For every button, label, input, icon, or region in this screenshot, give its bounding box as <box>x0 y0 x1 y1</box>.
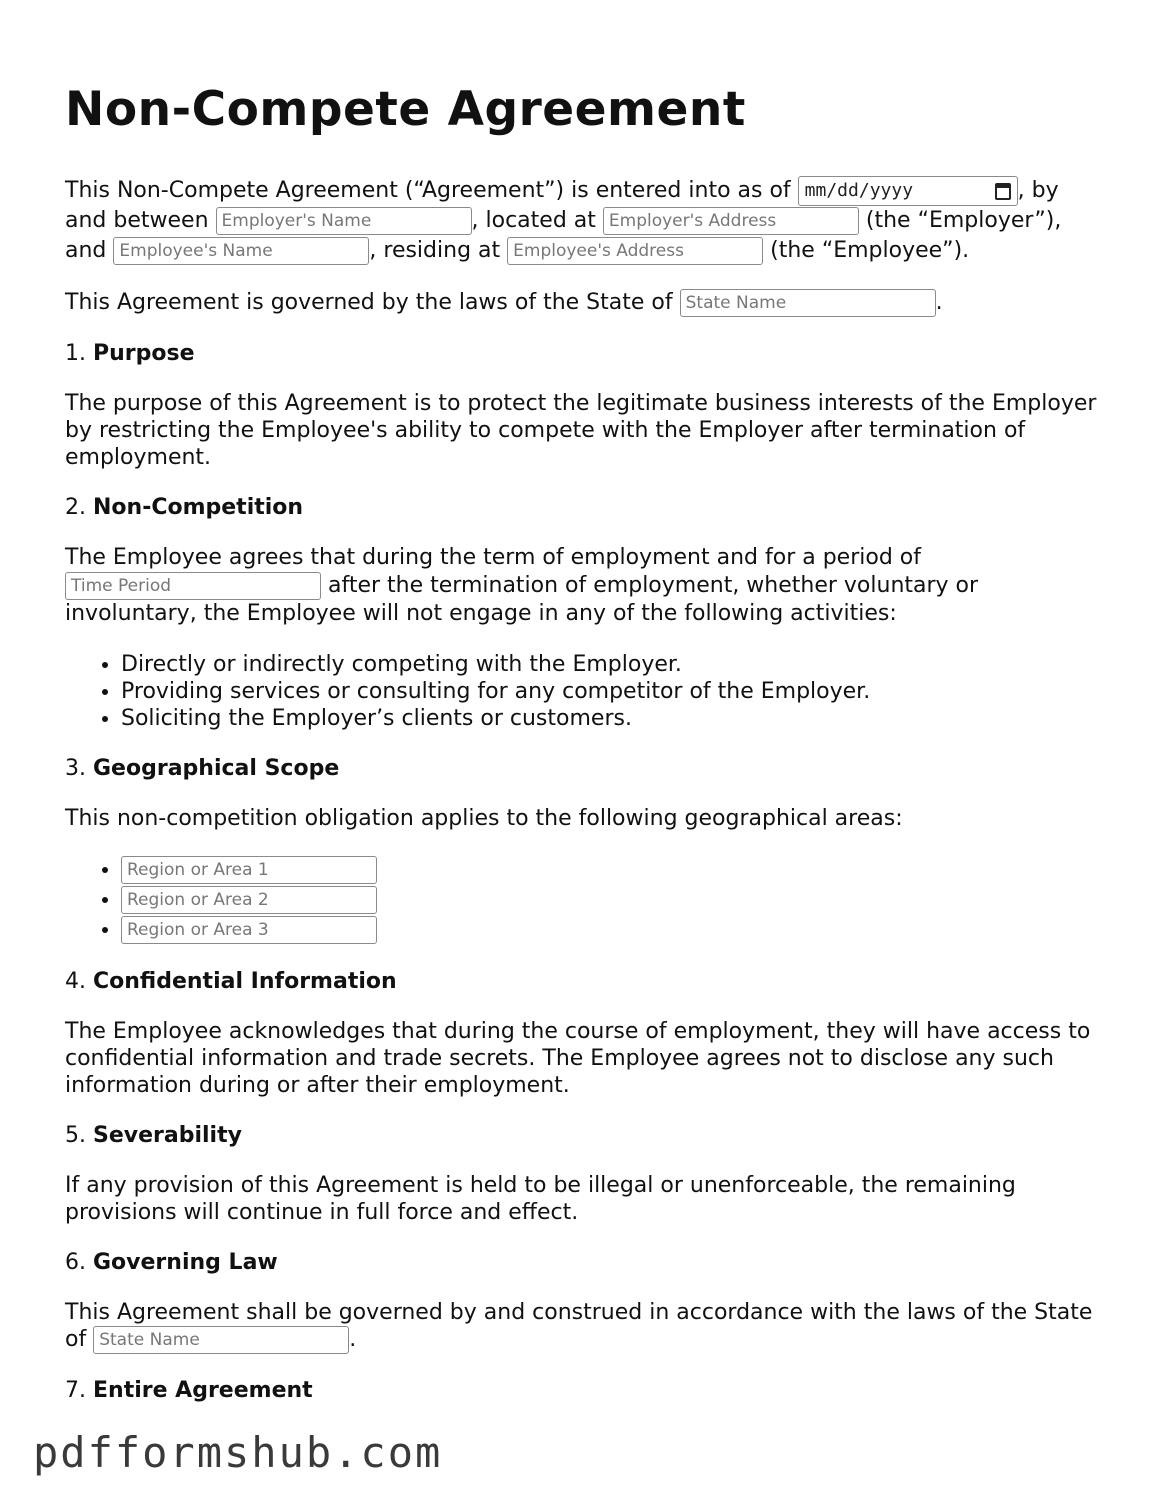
intro-text-3: , located at <box>471 208 596 233</box>
agreement-document <box>65 80 1105 1427</box>
watermark: pdfformshub.com <box>33 1428 443 1477</box>
section-7-heading <box>65 1377 1105 1404</box>
activity-item: • Providing services or consulting for any competitor of the Employer. <box>121 678 1105 705</box>
section-5-number: 5. <box>65 1123 86 1148</box>
governed-text-1: This Agreement is governed by the laws of the State of <box>65 290 673 315</box>
region-2-input[interactable] <box>121 886 377 914</box>
governing-state-input[interactable] <box>680 289 936 317</box>
section-2-text-2: after the termination of employment, whether voluntary or involuntary, the Employee will not engage in any of the following activities: <box>65 573 979 626</box>
section-3-heading <box>65 755 1105 782</box>
page-title: Non-Compete Agreement <box>65 82 746 137</box>
section-2-heading <box>65 494 1105 521</box>
intro-text-2: , by and between <box>65 178 1059 233</box>
agreement-date-input[interactable] <box>798 176 1018 206</box>
section-1-number: 1. <box>65 341 86 366</box>
section-6-title: Governing Law <box>93 1250 278 1275</box>
activities-list <box>65 651 1105 732</box>
governed-paragraph <box>65 289 1105 317</box>
intro-text-5: , residing at <box>369 238 501 263</box>
intro-text-1: This Non-Compete Agreement (“Agreement”) is entered into as of <box>65 178 791 203</box>
intro-text-6: (the “Employee”). <box>770 238 970 263</box>
governing-law-state-input[interactable] <box>93 1326 349 1354</box>
section-6-text-1: This Agreement shall be governed by and construed in accordance with the laws of the State of <box>65 1300 1093 1352</box>
region-item <box>121 915 1105 945</box>
section-6-number: 6. <box>65 1250 86 1275</box>
section-1-body: The purpose of this Agreement is to protect the legitimate business interests of the Employer by restricting the Employee's ability to compete with the Employer after termination of employment. <box>65 391 1097 470</box>
region-1-input[interactable] <box>121 856 377 884</box>
section-2-body <box>65 544 1105 628</box>
calendar-icon[interactable] <box>995 183 1011 200</box>
employer-address-input[interactable] <box>603 207 859 235</box>
activity-item: • Directly or indirectly competing with the Employer. <box>121 651 1105 678</box>
section-3-title: Geographical Scope <box>93 756 340 781</box>
region-3-input[interactable] <box>121 916 377 944</box>
date-placeholder: mm/dd/yyyy <box>804 180 914 201</box>
employee-name-input[interactable] <box>113 237 369 265</box>
section-6-body <box>65 1299 1105 1354</box>
section-7-number: 7. <box>65 1378 86 1403</box>
time-period-input[interactable] <box>65 572 321 600</box>
section-4-body: The Employee acknowledges that during the course of employment, they will have access to confidential information and trade secrets. The Employee agrees not to disclose any such information during or after their employment. <box>65 1019 1091 1098</box>
section-6-text-2: . <box>349 1327 357 1352</box>
section-2-text-1: The Employee agrees that during the term of employment and for a period of <box>65 545 922 570</box>
employee-address-input[interactable] <box>507 237 763 265</box>
section-3-number: 3. <box>65 756 86 781</box>
intro-text-4: (the “Employer”), and <box>65 208 1062 263</box>
section-4-number: 4. <box>65 969 86 994</box>
section-1-heading <box>65 340 1105 367</box>
intro-paragraph <box>65 176 1105 266</box>
section-6-heading <box>65 1249 1105 1276</box>
section-4-title: Confidential Information <box>93 969 397 994</box>
section-5-title: Severability <box>93 1123 242 1148</box>
activity-item: • Soliciting the Employer’s clients or customers. <box>121 705 1105 732</box>
governed-text-2: . <box>935 290 943 315</box>
region-item <box>121 855 1105 885</box>
section-7-title: Entire Agreement <box>93 1378 313 1403</box>
section-4-heading <box>65 968 1105 995</box>
employer-name-input[interactable] <box>216 207 472 235</box>
section-3-body: This non-competition obligation applies to the following geographical areas: <box>65 806 903 831</box>
section-2-title: Non-Competition <box>93 495 304 520</box>
section-5-heading <box>65 1122 1105 1149</box>
region-item <box>121 885 1105 915</box>
section-1-title: Purpose <box>93 341 195 366</box>
section-5-body: If any provision of this Agreement is held to be illegal or unenforceable, the remaining provisions will continue in full force and effect. <box>65 1173 1016 1225</box>
section-2-number: 2. <box>65 495 86 520</box>
regions-list <box>65 855 1105 945</box>
